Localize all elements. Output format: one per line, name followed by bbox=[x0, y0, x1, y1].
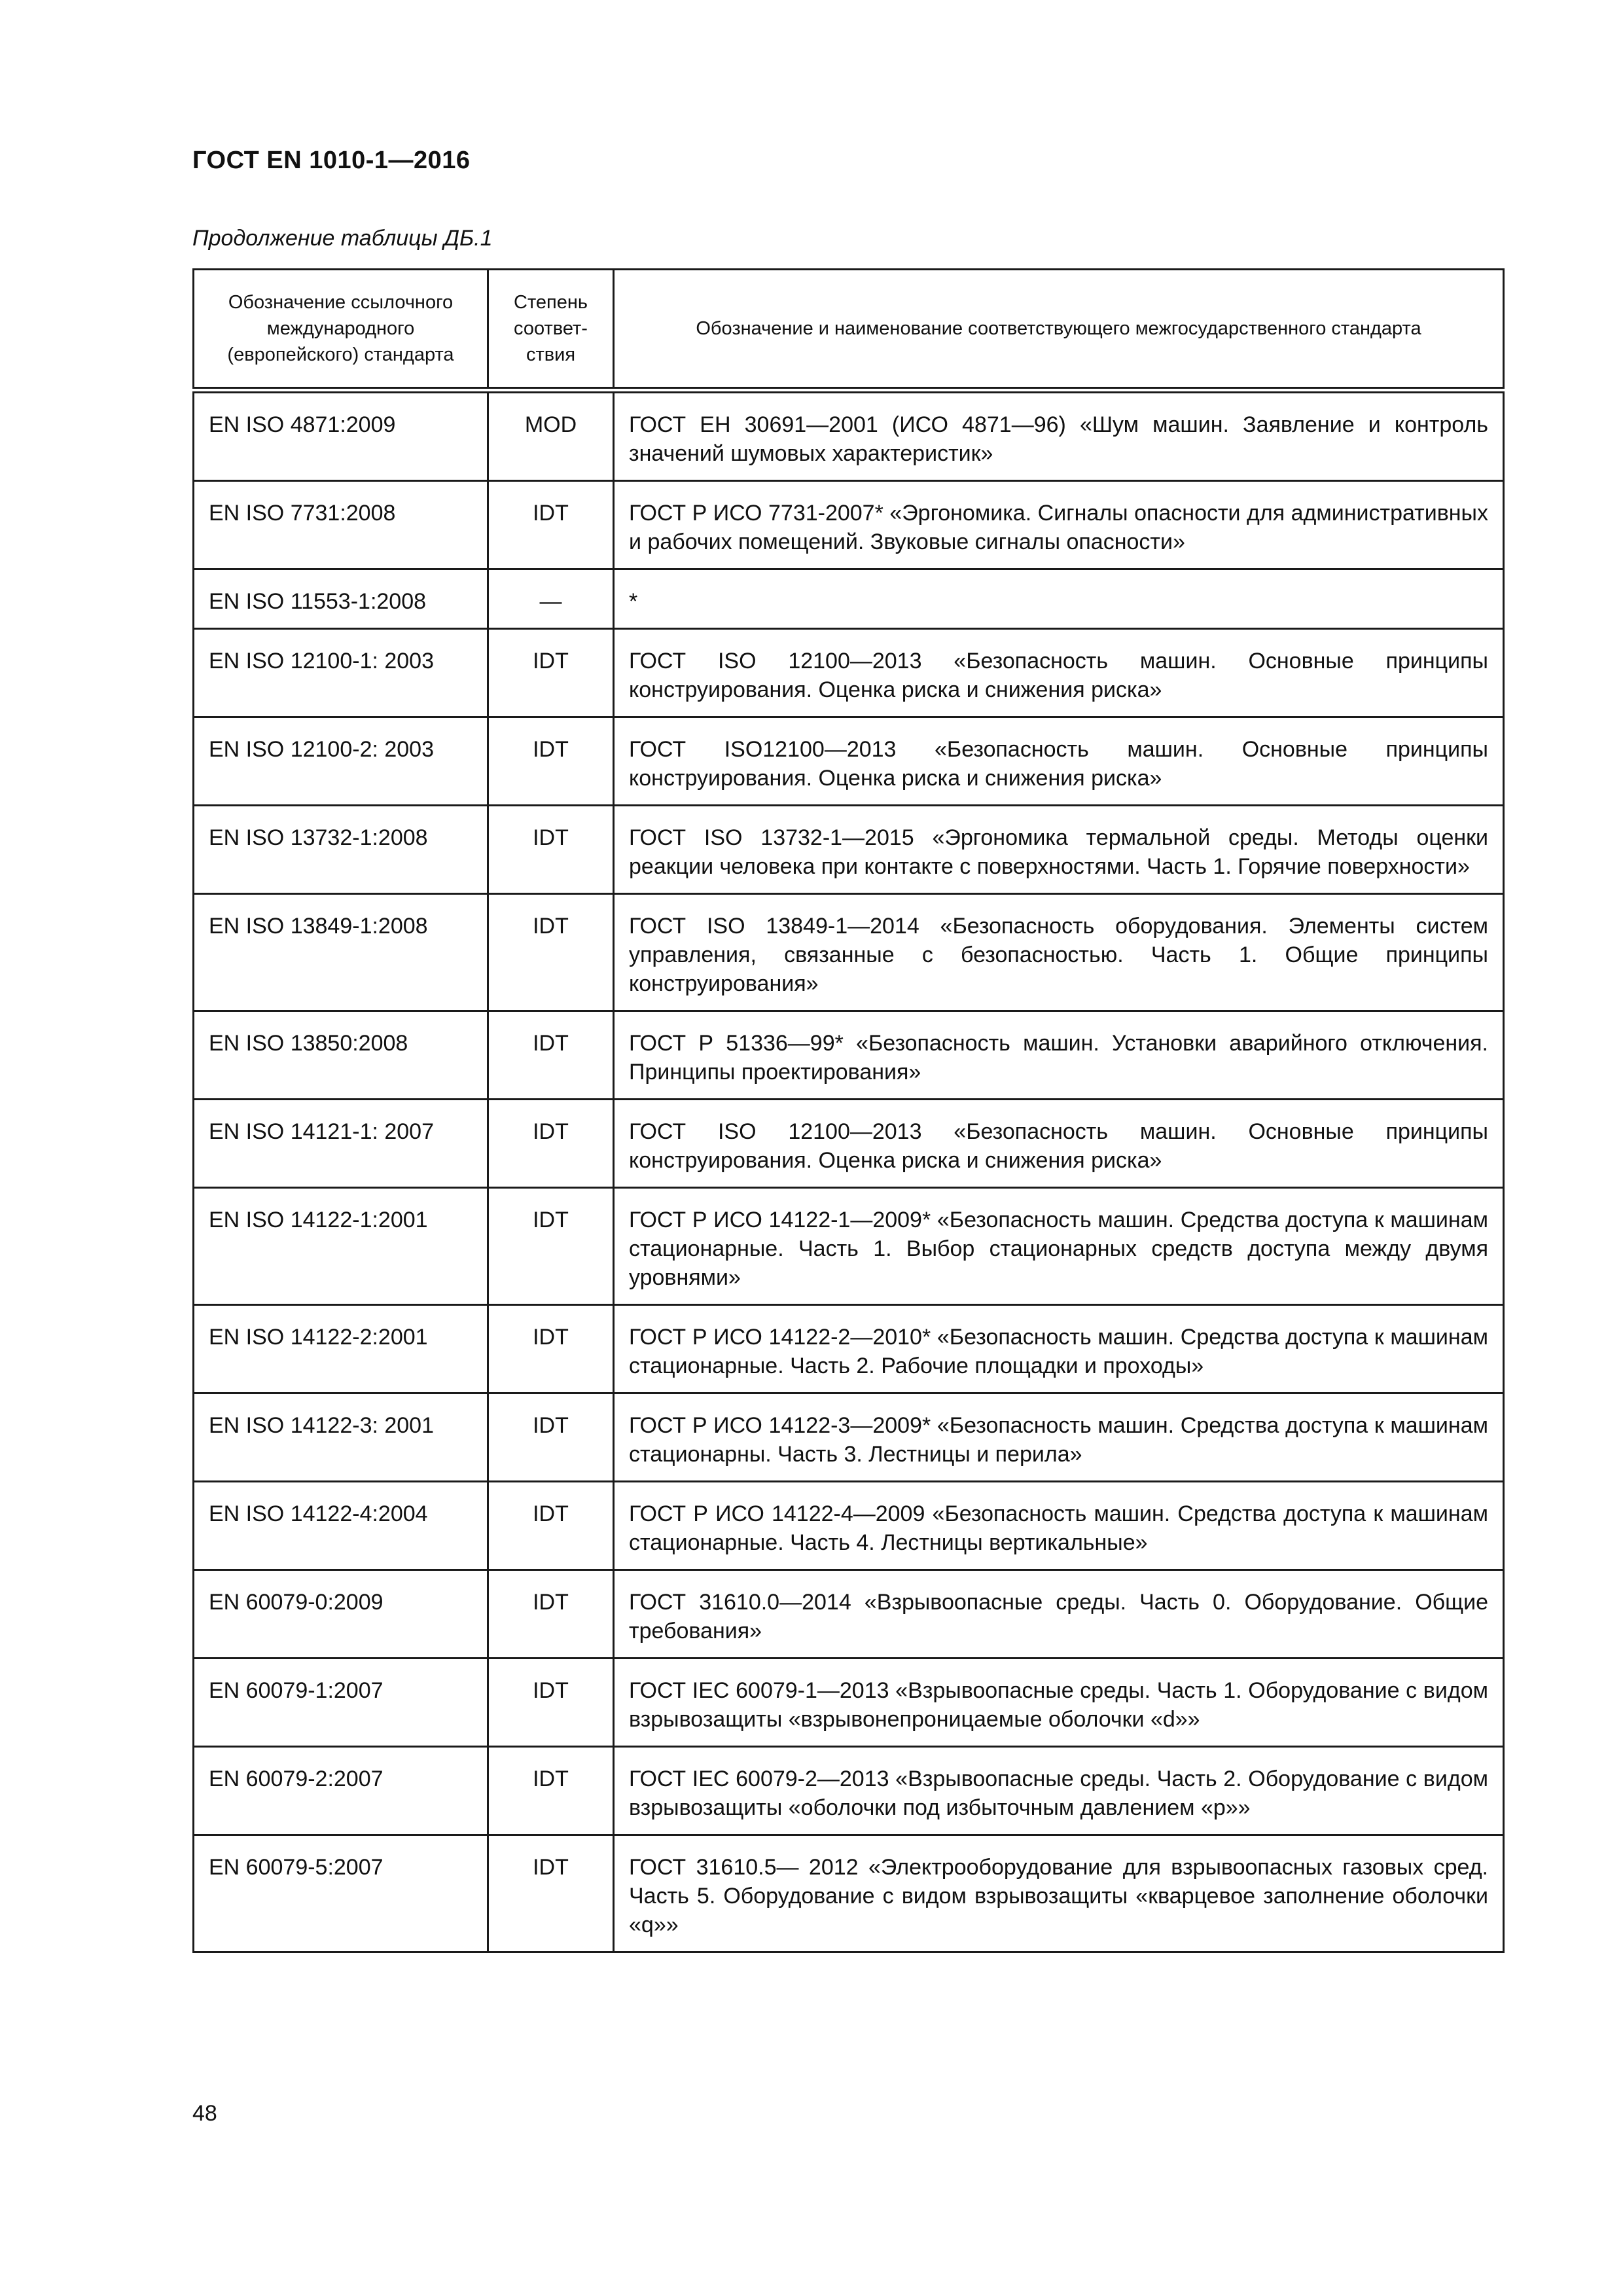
row-reference: EN ISO 4871:2009 bbox=[194, 390, 488, 481]
row-description: * bbox=[614, 569, 1504, 629]
table-row bbox=[194, 481, 1504, 569]
table-row bbox=[194, 390, 1504, 481]
row-degree: IDT bbox=[488, 806, 614, 894]
row-description: ГОСТ Р ИСО 14122-1—2009* «Безопасность машин. Средства доступа к машинам стационарные. Часть 1. Выбор стационарных средств доступа между двумя уровнями» bbox=[614, 1188, 1504, 1305]
row-description: ГОСТ Р ИСО 7731-2007* «Эргономика. Сигналы опасности для административных и рабочих помещений. Звуковые сигналы опасности» bbox=[614, 481, 1504, 569]
row-description: ГОСТ ISO 12100—2013 «Безопасность машин. Основные принципы конструирования. Оценка риска и снижения риска» bbox=[614, 629, 1504, 717]
row-reference: EN ISO 14122-2:2001 bbox=[194, 1305, 488, 1393]
table-row bbox=[194, 806, 1504, 894]
row-description: ГОСТ ЕН 30691—2001 (ИСО 4871—96) «Шум машин. Заявление и контроль значений шумовых характеристик» bbox=[614, 390, 1504, 481]
document-id: ГОСТ EN 1010-1—2016 bbox=[192, 147, 471, 174]
row-description: ГОСТ ISO 13849-1—2014 «Безопасность оборудования. Элементы систем управления, связанные с безопасностью. Часть 1. Общие принципы конструирования» bbox=[614, 894, 1504, 1011]
row-degree: MOD bbox=[488, 390, 614, 481]
table-row bbox=[194, 1393, 1504, 1482]
header-compliance-degree: Степень соответ-ствия bbox=[488, 270, 614, 391]
row-reference: EN ISO 14122-1:2001 bbox=[194, 1188, 488, 1305]
row-degree: IDT bbox=[488, 1393, 614, 1482]
row-reference: EN ISO 12100-1: 2003 bbox=[194, 629, 488, 717]
row-degree: IDT bbox=[488, 1188, 614, 1305]
row-description: ГОСТ 31610.0—2014 «Взрывоопасные среды. Часть 0. Оборудование. Общие требования» bbox=[614, 1570, 1504, 1659]
row-degree: IDT bbox=[488, 717, 614, 806]
table-row bbox=[194, 1747, 1504, 1835]
table-row bbox=[194, 1835, 1504, 1952]
table-row bbox=[194, 1100, 1504, 1188]
table-row bbox=[194, 1011, 1504, 1100]
row-degree: — bbox=[488, 569, 614, 629]
standards-table-container bbox=[192, 268, 1503, 1953]
row-reference: EN ISO 14121-1: 2007 bbox=[194, 1100, 488, 1188]
row-description: ГОСТ ISO 13732-1—2015 «Эргономика термальной среды. Методы оценки реакции человека при контакте с поверхностями. Часть 1. Горячие поверхности» bbox=[614, 806, 1504, 894]
row-reference: EN ISO 12100-2: 2003 bbox=[194, 717, 488, 806]
row-degree: IDT bbox=[488, 1011, 614, 1100]
row-reference: EN 60079-0:2009 bbox=[194, 1570, 488, 1659]
row-description: ГОСТ ISO 12100—2013 «Безопасность машин. Основные принципы конструирования. Оценка риска и снижения риска» bbox=[614, 1100, 1504, 1188]
table-row bbox=[194, 1659, 1504, 1747]
row-reference: EN 60079-2:2007 bbox=[194, 1747, 488, 1835]
table-header-row bbox=[194, 270, 1504, 391]
row-reference: EN ISO 7731:2008 bbox=[194, 481, 488, 569]
row-reference: EN ISO 14122-3: 2001 bbox=[194, 1393, 488, 1482]
row-description: ГОСТ IEC 60079-2—2013 «Взрывоопасные среды. Часть 2. Оборудование с видом взрывозащиты «оболочки под избыточным давлением «р»» bbox=[614, 1747, 1504, 1835]
row-reference: EN ISO 13732-1:2008 bbox=[194, 806, 488, 894]
row-degree: IDT bbox=[488, 894, 614, 1011]
table-row bbox=[194, 1482, 1504, 1570]
row-reference: EN ISO 11553-1:2008 bbox=[194, 569, 488, 629]
header-reference-standard: Обозначение ссылочного международного (европейского) стандарта bbox=[194, 270, 488, 391]
row-description: ГОСТ Р ИСО 14122-4—2009 «Безопасность машин. Средства доступа к машинам стационарные. Часть 4. Лестницы вертикальные» bbox=[614, 1482, 1504, 1570]
row-degree: IDT bbox=[488, 481, 614, 569]
row-description: ГОСТ ISO12100—2013 «Безопасность машин. Основные принципы конструирования. Оценка риска и снижения риска» bbox=[614, 717, 1504, 806]
table-row bbox=[194, 569, 1504, 629]
row-reference: EN ISO 13849-1:2008 bbox=[194, 894, 488, 1011]
row-degree: IDT bbox=[488, 1100, 614, 1188]
table-row bbox=[194, 717, 1504, 806]
row-description: ГОСТ 31610.5— 2012 «Электрооборудование для взрывоопасных газовых сред. Часть 5. Оборудование с видом взрывозащиты «кварцевое заполнение оболочки «q»» bbox=[614, 1835, 1504, 1952]
row-description: ГОСТ Р 51336—99* «Безопасность машин. Установки аварийного отключения. Принципы проектирования» bbox=[614, 1011, 1504, 1100]
row-degree: IDT bbox=[488, 1835, 614, 1952]
row-degree: IDT bbox=[488, 1747, 614, 1835]
table-row bbox=[194, 1188, 1504, 1305]
table-row bbox=[194, 629, 1504, 717]
row-reference: EN 60079-1:2007 bbox=[194, 1659, 488, 1747]
row-reference: EN ISO 13850:2008 bbox=[194, 1011, 488, 1100]
table-row bbox=[194, 1305, 1504, 1393]
header-interstate-standard: Обозначение и наименование соответствующего межгосударственного стандарта bbox=[614, 270, 1504, 391]
row-reference: EN ISO 14122-4:2004 bbox=[194, 1482, 488, 1570]
page-number: 48 bbox=[192, 2101, 217, 2126]
table-caption: Продолжение таблицы ДБ.1 bbox=[192, 226, 493, 251]
row-description: ГОСТ Р ИСО 14122-3—2009* «Безопасность машин. Средства доступа к машинам стационарны. Часть 3. Лестницы и перила» bbox=[614, 1393, 1504, 1482]
row-degree: IDT bbox=[488, 629, 614, 717]
table-row bbox=[194, 894, 1504, 1011]
row-degree: IDT bbox=[488, 1482, 614, 1570]
standards-table bbox=[192, 268, 1505, 1953]
row-description: ГОСТ IEC 60079-1—2013 «Взрывоопасные среды. Часть 1. Оборудование с видом взрывозащиты «взрывонепроницаемые оболочки «d»» bbox=[614, 1659, 1504, 1747]
table-row bbox=[194, 1570, 1504, 1659]
row-degree: IDT bbox=[488, 1570, 614, 1659]
row-degree: IDT bbox=[488, 1659, 614, 1747]
row-degree: IDT bbox=[488, 1305, 614, 1393]
row-description: ГОСТ Р ИСО 14122-2—2010* «Безопасность машин. Средства доступа к машинам стационарные. Часть 2. Рабочие площадки и проходы» bbox=[614, 1305, 1504, 1393]
row-reference: EN 60079-5:2007 bbox=[194, 1835, 488, 1952]
